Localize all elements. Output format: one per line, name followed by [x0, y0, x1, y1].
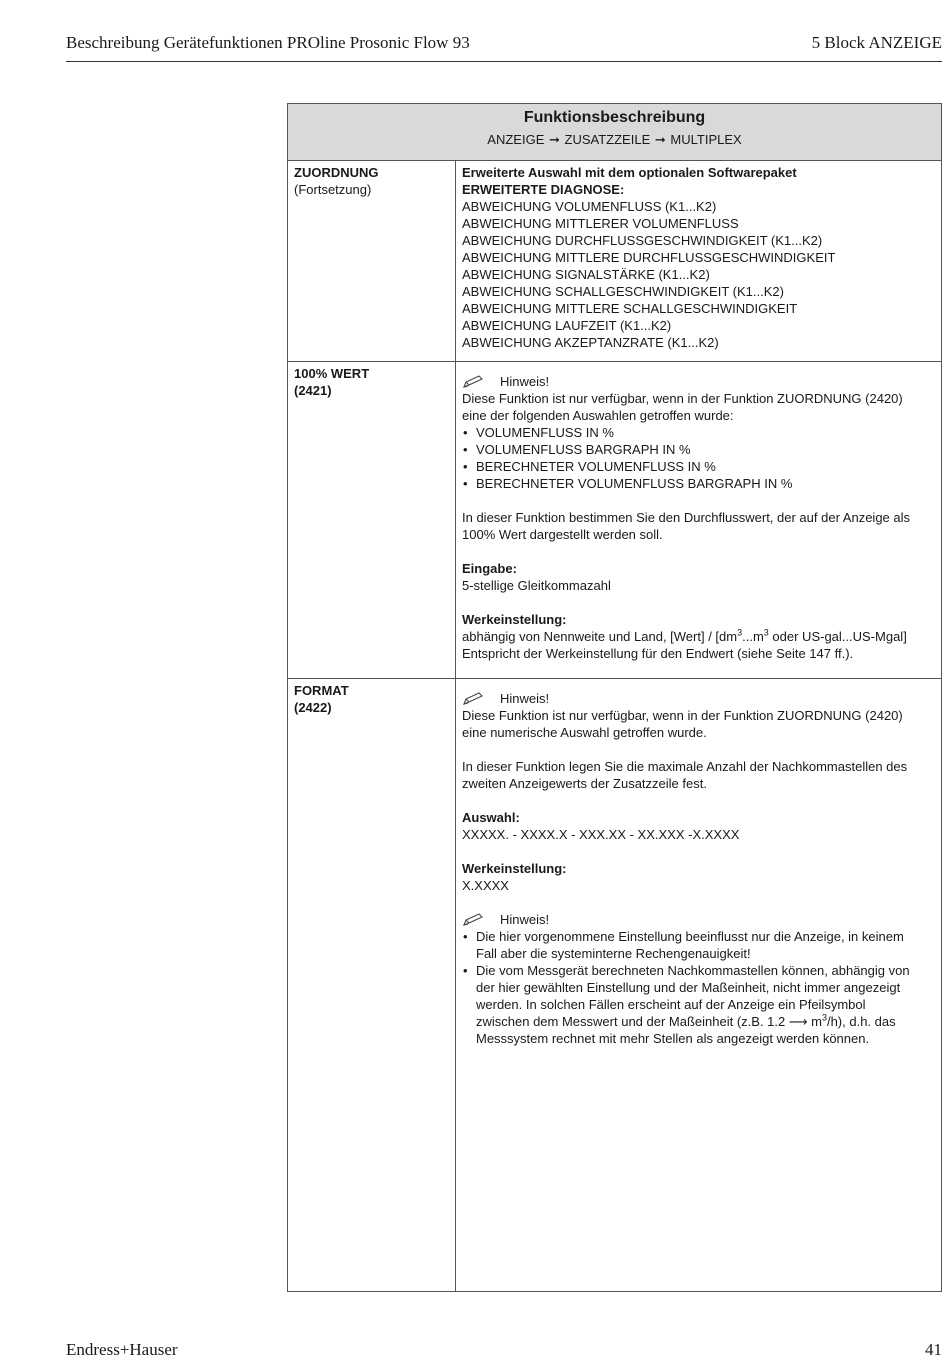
select-label: Auswahl: — [462, 810, 520, 825]
function-name-cell — [288, 679, 456, 1291]
page-number: 41 — [925, 1340, 942, 1359]
hint-text: Diese Funktion ist nur verfügbar, wenn in der Funktion ZUORDNUNG (2420) — [462, 391, 903, 406]
list-item: ABWEICHUNG AKZEPTANZRATE (K1...K2) — [462, 335, 719, 350]
list-item: ABWEICHUNG SCHALLGESCHWINDIGKEIT (K1...K2) — [462, 284, 784, 299]
function-name: FORMAT — [294, 683, 349, 698]
hint-list — [462, 928, 935, 1047]
hint-text: eine der folgenden Auswahlen getroffen wurde: — [462, 408, 734, 423]
function-table — [287, 103, 942, 1292]
list-item: • VOLUMENFLUSS BARGRAPH IN % — [462, 441, 935, 458]
list-item: • BERECHNETER VOLUMENFLUSS IN % — [462, 458, 935, 475]
hint-text: Diese Funktion ist nur verfügbar, wenn in der Funktion ZUORDNUNG (2420) — [462, 708, 903, 723]
list-item: ABWEICHUNG DURCHFLUSSGESCHWINDIGKEIT (K1...K2) — [462, 233, 823, 248]
arrow-right-icon: ⟶ — [788, 1014, 808, 1029]
hint-label: Hinweis! — [500, 374, 550, 389]
table-row-format — [288, 679, 941, 1291]
path-step-2: ZUSATZZEILE — [564, 132, 651, 147]
list-item: ABWEICHUNG VOLUMENFLUSS (K1...K2) — [462, 199, 717, 214]
function-description-cell — [456, 679, 941, 1291]
arrow-right-icon: ➞ — [654, 132, 666, 147]
brand-logo-text: Endress+Hauser — [66, 1340, 178, 1359]
function-code: (2421) — [294, 383, 332, 398]
list-item: • Die vom Messgerät berechneten Nachkommastellen können, abhängig von der hier gewählten Einstellung und der Maßeinheit, nicht immer angezeigt werden. In solchen Fällen erscheint auf der Anzeige ein Pfeilsymbol zwischen dem Messwert und der Maßeinheit (z.B. 1.2 ⟶ $m^3/h$), d.h. das Messsystem rechnet mit mehr Stellen als angezeigt werden können. — [462, 962, 935, 1047]
page-header — [66, 30, 942, 62]
table-header — [288, 104, 941, 161]
function-description-cell — [456, 362, 941, 678]
list-item: ABWEICHUNG SIGNALSTÄRKE (K1...K2) — [462, 267, 710, 282]
header-section-title: 5 Block ANZEIGE — [811, 33, 942, 52]
pencil-icon — [462, 913, 486, 927]
hint-label: Hinweis! — [500, 912, 550, 927]
default-label: Werkeinstellung: — [462, 861, 567, 876]
section-heading: ERWEITERTE DIAGNOSE: — [462, 182, 625, 197]
hint-label: Hinweis! — [500, 691, 550, 706]
hint-note — [462, 373, 935, 390]
function-name: ZUORDNUNG — [294, 165, 379, 180]
function-code: (2422) — [294, 700, 332, 715]
table-title: Funktionsbeschreibung — [523, 109, 706, 126]
list-item: • VOLUMENFLUSS IN % — [462, 424, 935, 441]
list-item: ABWEICHUNG LAUFZEIT (K1...K2) — [462, 318, 672, 333]
default-label: Werkeinstellung: — [462, 612, 567, 627]
hint-text: eine numerische Auswahl getroffen wurde. — [462, 725, 707, 740]
default-value: X.XXXX — [462, 878, 509, 893]
section-heading: Erweiterte Auswahl mit dem optionalen Softwarepaket — [462, 165, 797, 180]
list-item: ABWEICHUNG MITTLERER VOLUMENFLUSS — [462, 216, 739, 231]
description-text: zweiten Anzeigewerts der Zusatzzeile fest. — [462, 776, 707, 791]
table-row-100-wert — [288, 362, 941, 679]
pencil-icon — [462, 375, 486, 389]
select-options: XXXXX. - XXXX.X - XXX.XX - XX.XXX -X.XXXX — [462, 827, 740, 842]
arrow-right-icon: ➞ — [549, 132, 560, 147]
function-name-cell — [288, 362, 456, 678]
list-item: • Die hier vorgenommene Einstellung beeinflusst nur die Anzeige, in keinem Fall aber die systeminterne Rechengenauigkeit! — [462, 928, 935, 962]
table-row-zuordnung — [288, 161, 941, 362]
description-text: In dieser Funktion legen Sie die maximale Anzahl der Nachkommastellen des — [462, 759, 908, 774]
option-list — [462, 424, 935, 492]
input-value: 5-stellige Gleitkommazahl — [462, 578, 611, 593]
function-name-cell — [288, 161, 456, 361]
list-item: ABWEICHUNG MITTLERE DURCHFLUSSGESCHWINDIGKEIT — [462, 250, 836, 265]
description-text: In dieser Funktion bestimmen Sie den Durchflusswert, der auf der Anzeige als — [462, 510, 911, 525]
menu-path — [288, 132, 941, 148]
path-step-1: ANZEIGE — [487, 132, 545, 147]
header-document-title: Beschreibung Gerätefunktionen PROline Prosonic Flow 93 — [66, 33, 470, 52]
hint-note — [462, 690, 935, 707]
default-note: Entspricht der Werkeinstellung für den Endwert (siehe Seite 147 ff.). — [462, 646, 854, 661]
default-value: abhängig von Nennweite und Land, [Wert] / [$dm^3...m^3$ oder US-gal...US-Mgal] — [462, 627, 907, 644]
input-label: Eingabe: — [462, 561, 517, 576]
list-item: • BERECHNETER VOLUMENFLUSS BARGRAPH IN % — [462, 475, 935, 492]
function-name: 100% WERT — [294, 366, 370, 381]
function-description-cell — [456, 161, 941, 361]
hint-note — [462, 911, 935, 928]
function-subtitle: (Fortsetzung) — [294, 182, 372, 197]
path-step-3: MULTIPLEX — [670, 132, 742, 147]
pencil-icon — [462, 692, 486, 706]
list-item: ABWEICHUNG MITTLERE SCHALLGESCHWINDIGKEIT — [462, 301, 798, 316]
description-text: 100% Wert dargestellt werden soll. — [462, 527, 663, 542]
